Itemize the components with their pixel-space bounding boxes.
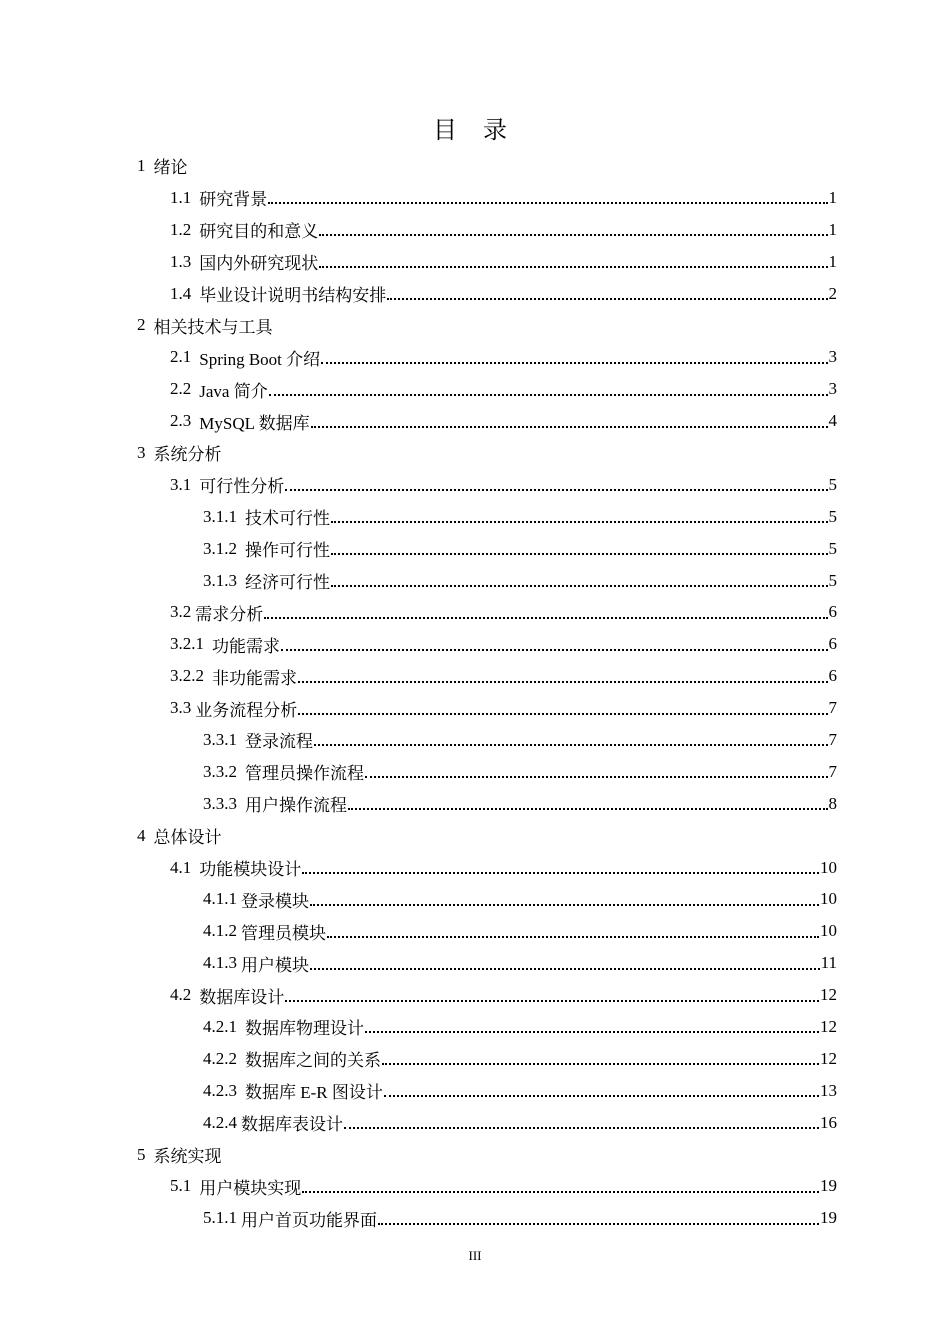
toc-entry-page: 3	[828, 379, 837, 399]
toc-entry-number: 1.4	[170, 283, 192, 303]
toc-entry-title: 数据库设计	[199, 987, 285, 1007]
toc-entry[interactable]	[137, 628, 837, 660]
toc-entry-page: 8	[828, 793, 837, 813]
toc-entry-page: 5	[828, 570, 837, 590]
toc-dot-leader	[365, 1030, 819, 1033]
toc-entry-title: 用户模块	[241, 955, 309, 975]
toc-entry[interactable]	[137, 1139, 837, 1171]
toc-entry-title: 可行性分析	[199, 477, 285, 497]
toc-entry[interactable]	[137, 309, 837, 341]
toc-entry-number: 1.2	[170, 219, 192, 239]
toc-dot-leader	[269, 393, 828, 396]
toc-dot-leader	[298, 680, 828, 683]
toc-entry-page: 16	[820, 1112, 837, 1132]
toc-entry-title: 管理员操作流程	[245, 764, 364, 784]
toc-entry[interactable]	[137, 724, 837, 756]
toc-dot-leader	[384, 1094, 819, 1097]
toc-entry-page: 12	[820, 1048, 837, 1068]
toc-dot-leader	[319, 265, 827, 268]
toc-entry-page: 19	[820, 1176, 837, 1196]
toc-entry-page: 1	[828, 187, 837, 207]
toc-entry-number: 3.3.3	[203, 793, 237, 813]
toc-entry-number: 1	[137, 155, 146, 175]
page-title: 目 录	[433, 118, 517, 144]
toc-entry-number: 1.3	[170, 251, 192, 271]
toc-dot-leader	[321, 361, 827, 364]
toc-entry[interactable]	[137, 788, 837, 820]
toc-entry-title: 数据库物理设计	[245, 1019, 364, 1039]
toc-dot-leader	[310, 903, 819, 906]
toc-entry-number: 3.2	[170, 602, 192, 622]
toc-entry-page: 10	[820, 857, 837, 877]
toc-entry-page: 6	[828, 602, 837, 622]
toc-dot-leader	[302, 1190, 819, 1193]
toc-entry[interactable]	[137, 437, 837, 469]
toc-entry-page: 10	[820, 921, 837, 941]
toc-entry-title: 用户模块实现	[199, 1178, 302, 1198]
toc-entry-title: 经济可行性	[245, 573, 330, 593]
toc-entry-title: 研究目的和意义	[199, 222, 319, 242]
toc-entry-number: 2.1	[170, 347, 192, 367]
toc-entry-page: 7	[828, 698, 837, 718]
toc-entry-title: 数据库 E-R 图设计	[245, 1083, 383, 1103]
toc-entry-page: 5	[828, 474, 837, 494]
toc-entry-number: 3.1	[170, 474, 192, 494]
toc-entry-number: 2	[137, 315, 146, 335]
page-number: III	[468, 1248, 482, 1263]
toc-entry-number: 4.1	[170, 857, 192, 877]
toc-entry-number: 5.1	[170, 1176, 192, 1196]
toc-entry-number: 4.1.1	[203, 889, 237, 909]
toc-entry-title: Spring Boot 介绍	[199, 349, 321, 369]
toc-entry-title: 系统分析	[153, 445, 222, 465]
toc-entry-number: 4.1.3	[203, 953, 237, 973]
toc-entry[interactable]	[137, 756, 837, 788]
toc-entry[interactable]	[137, 501, 837, 533]
toc-dot-leader	[331, 552, 828, 555]
toc-entry-title: 用户首页功能界面	[241, 1210, 377, 1230]
toc-entry-number: 3.3.1	[203, 729, 237, 749]
toc-entry-page: 12	[820, 1016, 837, 1036]
toc-entry-number: 3.1.1	[203, 506, 237, 526]
toc-entry-number: 4.2	[170, 985, 192, 1005]
toc-entry[interactable]	[137, 182, 837, 214]
toc-dot-leader	[344, 1126, 819, 1129]
toc-entry-title: 国内外研究现状	[199, 254, 319, 274]
toc-entry-title: 登录模块	[241, 891, 309, 911]
toc-entry[interactable]	[137, 1107, 837, 1139]
toc-entry-number: 1.1	[170, 187, 192, 207]
toc-dot-leader	[331, 520, 828, 523]
toc-entry-number: 3.1.3	[203, 570, 237, 590]
toc-entry[interactable]	[137, 947, 837, 979]
toc-entry[interactable]	[137, 469, 837, 501]
toc-entry-page: 6	[828, 666, 837, 686]
toc-entry-title: 管理员模块	[241, 923, 326, 943]
toc-entry-page: 5	[828, 506, 837, 526]
toc-entry[interactable]	[137, 660, 837, 692]
toc-entry-page: 7	[828, 761, 837, 781]
toc-entry-title: 相关技术与工具	[153, 317, 273, 337]
toc-entry-title: 绪论	[153, 158, 188, 178]
toc-entry[interactable]	[137, 1075, 837, 1107]
toc-entry-page: 11	[820, 953, 837, 973]
toc-entry-number: 5.1.1	[203, 1208, 237, 1228]
toc-entry-title: 数据库表设计	[241, 1115, 343, 1135]
toc-entry-number: 2.2	[170, 379, 192, 399]
toc-entry-number: 4	[137, 825, 146, 845]
toc-entry-page: 3	[828, 347, 837, 367]
toc-dot-leader	[310, 967, 820, 970]
toc-entry[interactable]	[137, 1043, 837, 1075]
toc-entry-page: 1	[828, 219, 837, 239]
toc-entry-number: 3.2.1	[170, 634, 204, 654]
toc-dot-leader	[378, 1222, 819, 1225]
table-of-contents	[137, 150, 837, 1234]
toc-entry-title: 非功能需求	[212, 668, 297, 688]
toc-entry[interactable]	[137, 373, 837, 405]
toc-entry-number: 5	[137, 1144, 146, 1164]
toc-entry-number: 4.2.4	[203, 1112, 237, 1132]
toc-entry[interactable]	[137, 883, 837, 915]
toc-entry-page: 4	[828, 411, 837, 431]
toc-entry-number: 3.1.2	[203, 538, 237, 558]
toc-entry-title: 需求分析	[195, 604, 264, 624]
toc-dot-leader	[311, 425, 828, 428]
toc-entry-title: 操作可行性	[245, 541, 330, 561]
toc-entry-title: 功能模块设计	[199, 860, 302, 880]
toc-entry-number: 3.2.2	[170, 666, 204, 686]
toc-entry-title: 登录流程	[245, 732, 313, 752]
toc-entry-title: 系统实现	[153, 1147, 222, 1167]
toc-entry[interactable]	[137, 405, 837, 437]
toc-entry[interactable]	[137, 852, 837, 884]
toc-entry[interactable]	[137, 596, 837, 628]
toc-dot-leader	[285, 488, 827, 491]
toc-entry-page: 19	[820, 1208, 837, 1228]
toc-entry[interactable]	[137, 979, 837, 1011]
toc-dot-leader	[365, 775, 828, 778]
toc-entry-title: 研究背景	[199, 190, 268, 210]
toc-dot-leader	[387, 297, 827, 300]
toc-entry-title: 业务流程分析	[195, 700, 298, 720]
toc-entry[interactable]	[137, 341, 837, 373]
toc-entry-title: 总体设计	[153, 828, 222, 848]
toc-dot-leader	[382, 1062, 819, 1065]
toc-dot-leader	[298, 712, 827, 715]
toc-entry[interactable]	[137, 1171, 837, 1203]
toc-entry[interactable]	[137, 1011, 837, 1043]
toc-dot-leader	[331, 584, 828, 587]
toc-entry-number: 4.1.2	[203, 921, 237, 941]
toc-entry[interactable]	[137, 278, 837, 310]
toc-entry-page: 2	[828, 283, 837, 303]
toc-dot-leader	[285, 999, 819, 1002]
toc-entry-number: 4.2.2	[203, 1048, 237, 1068]
toc-entry-number: 4.2.3	[203, 1080, 237, 1100]
toc-entry-page: 12	[820, 985, 837, 1005]
toc-entry-number: 3.3	[170, 698, 192, 718]
toc-entry[interactable]	[137, 533, 837, 565]
toc-entry-title: Java 简介	[199, 381, 268, 401]
toc-entry[interactable]	[137, 915, 837, 947]
toc-dot-leader	[264, 616, 827, 619]
toc-dot-leader	[319, 233, 827, 236]
toc-dot-leader	[327, 935, 819, 938]
toc-entry-number: 3.3.2	[203, 761, 237, 781]
toc-entry-page: 10	[820, 889, 837, 909]
toc-entry-title: MySQL 数据库	[199, 413, 310, 433]
toc-entry-title: 功能需求	[212, 636, 280, 656]
toc-entry-number: 3	[137, 442, 146, 462]
toc-entry[interactable]	[137, 1202, 837, 1234]
toc-entry-page: 7	[828, 729, 837, 749]
toc-entry[interactable]	[137, 820, 837, 852]
toc-entry[interactable]	[137, 246, 837, 278]
toc-dot-leader	[302, 871, 819, 874]
toc-entry-number: 4.2.1	[203, 1016, 237, 1036]
toc-entry-page: 6	[828, 634, 837, 654]
toc-entry[interactable]	[137, 565, 837, 597]
toc-dot-leader	[268, 201, 827, 204]
toc-entry-title: 技术可行性	[245, 509, 330, 529]
toc-dot-leader	[281, 648, 828, 651]
toc-dot-leader	[314, 743, 828, 746]
toc-entry[interactable]	[137, 150, 837, 182]
toc-entry-number: 2.3	[170, 411, 192, 431]
toc-entry-title: 毕业设计说明书结构安排	[199, 286, 387, 305]
toc-entry-page: 13	[820, 1080, 837, 1100]
toc-entry-title: 数据库之间的关系	[245, 1051, 381, 1071]
toc-entry-title: 用户操作流程	[245, 796, 347, 816]
toc-entry[interactable]	[137, 214, 837, 246]
toc-entry[interactable]	[137, 692, 837, 724]
toc-dot-leader	[348, 807, 828, 810]
toc-entry-page: 5	[828, 538, 837, 558]
toc-entry-page: 1	[828, 251, 837, 271]
